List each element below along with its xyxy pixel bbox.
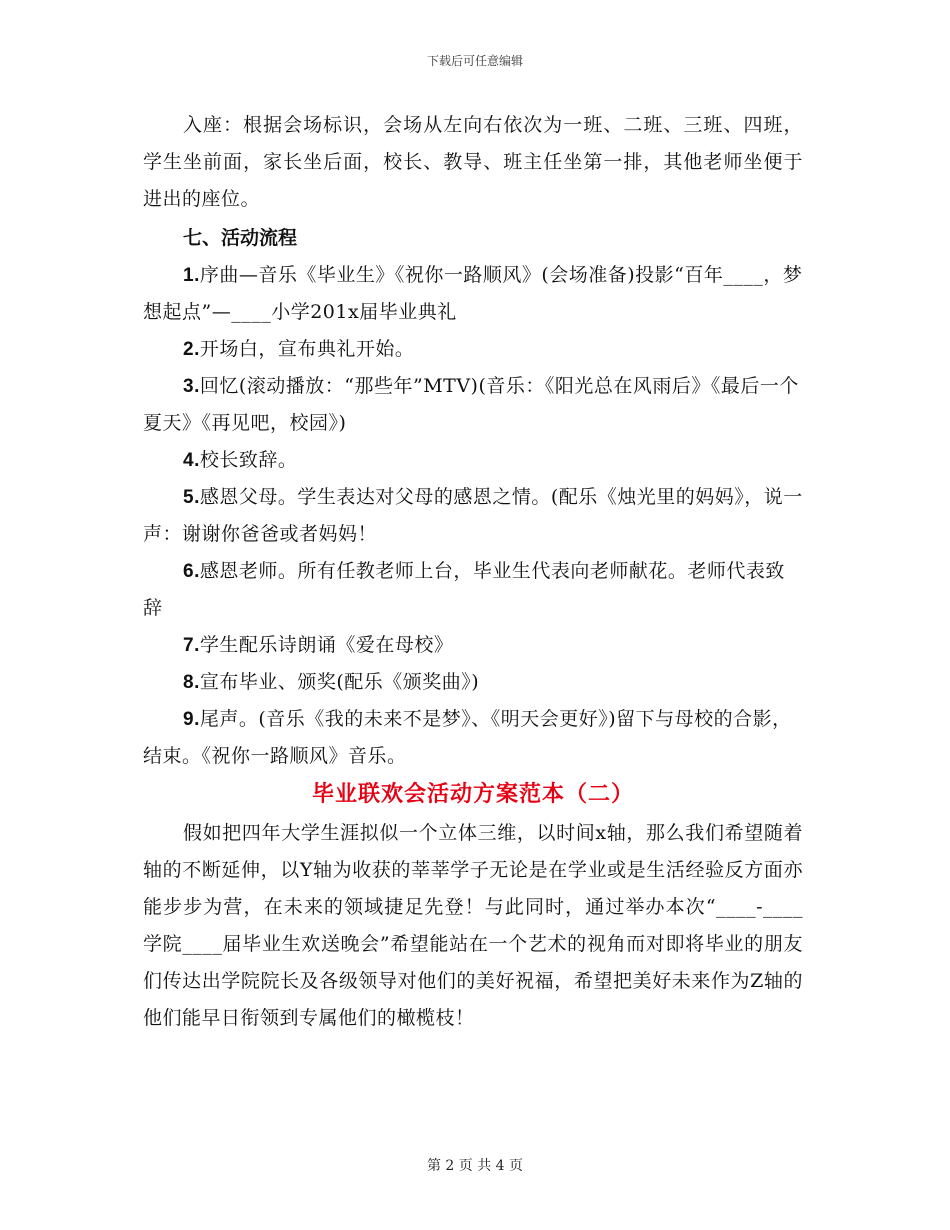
item-number: 7. xyxy=(183,635,200,656)
item-text: 回忆(滚动播放：“那些年”MTV)(音乐：《阳光总在风雨后》《最后一个夏天》《再见吧，校园》) xyxy=(143,375,799,434)
seating-paragraph: 入座：根据会场标识，会场从左向右依次为一班、二班、三班、四班，学生坐前面，家长坐后面，校长、教导、班主任坐第一排，其他老师坐便于进出的座位。 xyxy=(143,114,803,210)
item-text: 尾声。(音乐《我的未来不是梦》、《明天会更好》)留下与母校的合影，结束。《祝你一路顺风》音乐。 xyxy=(143,708,792,767)
item-text: 感恩老师。所有任教老师上台，毕业生代表向老师献花。老师代表致辞 xyxy=(143,560,785,619)
section-heading-process: 七、活动流程 xyxy=(183,227,298,249)
item-text: 校长致辞。 xyxy=(199,449,298,471)
item-text: 宣布毕业、颁奖(配乐《颁奖曲》) xyxy=(199,671,480,693)
item-number: 5. xyxy=(183,487,200,508)
page-footer: 第 2 页 共 4 页 xyxy=(426,1158,524,1174)
list-item xyxy=(143,442,803,479)
item-number: 2. xyxy=(183,339,200,360)
document-body xyxy=(143,107,803,1037)
list-item xyxy=(143,553,803,627)
list-item xyxy=(143,368,803,442)
item-number: 6. xyxy=(183,561,200,582)
item-text: 感恩父母。学生表达对父母的感恩之情。(配乐《烛光里的妈妈》，说一声：谢谢你爸爸或者妈妈！ xyxy=(143,486,803,545)
list-item xyxy=(143,627,803,664)
page-header: 下载后可任意编辑 xyxy=(426,54,523,68)
list-item xyxy=(143,479,803,553)
item-number: 9. xyxy=(183,709,200,730)
list-item xyxy=(143,664,803,701)
item-text: 学生配乐诗朗诵《爱在母校》 xyxy=(199,634,454,656)
list-item xyxy=(143,701,803,775)
item-text: 开场白，宣布典礼开始。 xyxy=(199,338,415,360)
item-number: 8. xyxy=(183,672,200,693)
item-number: 4. xyxy=(183,450,200,471)
section-title-red: 毕业联欢会活动方案范本（二） xyxy=(311,782,634,807)
list-item xyxy=(143,331,803,368)
item-number: 1. xyxy=(183,265,200,286)
list-item xyxy=(143,257,803,331)
section2-paragraph: 假如把四年大学生涯拟似一个立体三维，以时间x轴，那么我们希望随着轴的不断延伸，以Y轴为收获的莘莘学子无论是在学业或是生活经验反方面亦能步步为营，在未来的领域捷足先登！与此同时，通过举办本次“____-____学院____届毕业生欢送晚会”希望能站在一个艺术的视角而对即将毕业的朋友们传达出学院院长及各级领导对他们的美好祝福，希望把美好未来作为Z轴的他们能早日衔领到专属他们的橄榄枝！ xyxy=(143,822,803,1029)
process-list xyxy=(143,257,803,775)
item-text: 序曲—音乐《毕业生》《祝你一路顺风》(会场准备)投影“百年____，梦想起点”—____小学201x届毕业典礼 xyxy=(143,264,803,323)
item-number: 3. xyxy=(183,376,200,397)
